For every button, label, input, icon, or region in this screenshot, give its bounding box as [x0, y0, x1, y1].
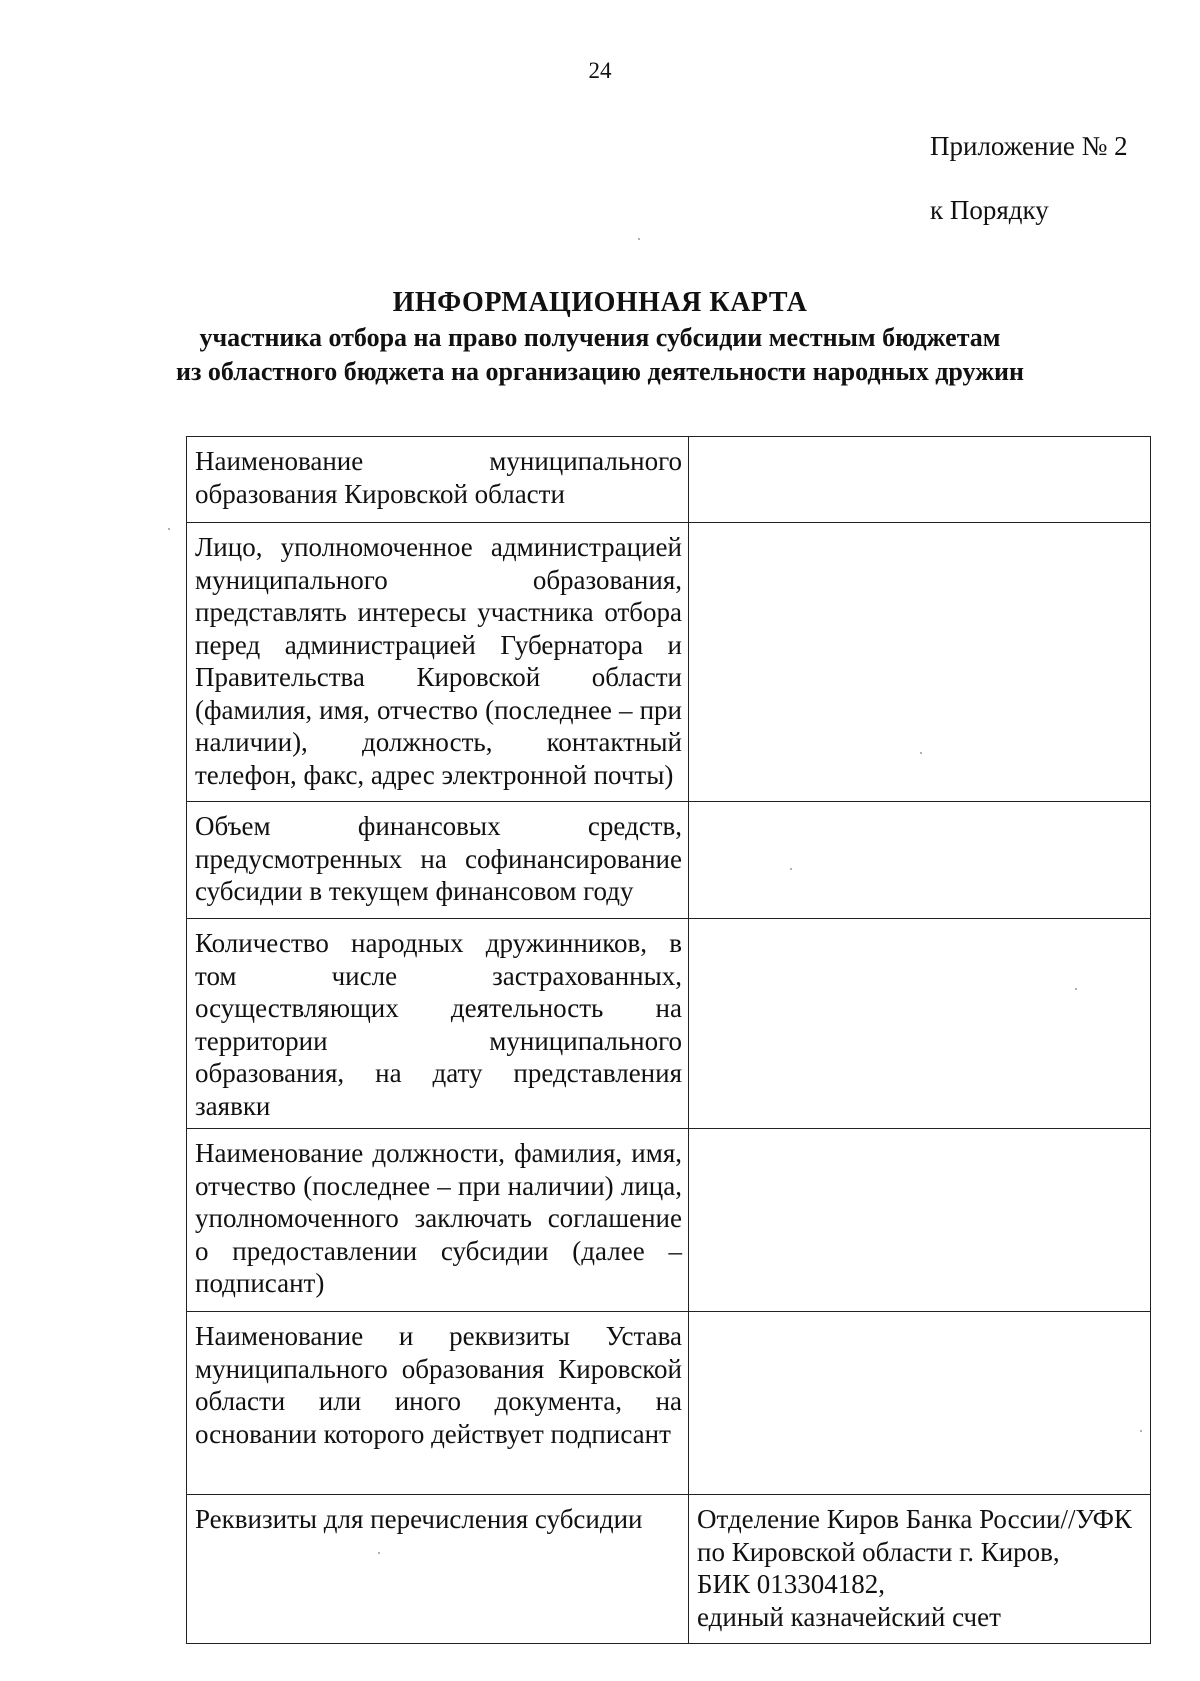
scan-speck — [1075, 988, 1077, 990]
row-value — [689, 919, 1151, 1129]
row-label: Количество народных дружинников, в том числе застрахованных, осуществляющих деятельность на территории муниципального образования, на дату представления заявки — [187, 919, 689, 1129]
bank-details-line: единый казначейский счет — [697, 1601, 1001, 1632]
information-card-table — [186, 436, 1151, 1644]
table-row — [187, 1312, 1151, 1495]
appendix-reference: к Порядку — [930, 195, 1049, 225]
scan-speck — [378, 1552, 380, 1554]
table-row — [187, 802, 1151, 919]
row-label: Наименование муниципального образования Кировской области — [187, 437, 689, 523]
document-subtitle-line-1: участника отбора на право получения субсидии местным бюджетам — [199, 323, 1001, 352]
bank-details-line: Отделение Киров Банка России//УФК — [697, 1504, 1132, 1534]
scan-speck — [638, 238, 640, 240]
page-number: 24 — [588, 58, 612, 83]
table-row — [187, 1129, 1151, 1312]
row-label: Наименование и реквизиты Устава муниципального образования Кировской области или иного документа, на основании которого действует подписант — [187, 1312, 689, 1495]
document-subtitle-line-2: из областного бюджета на организацию деятельности народных дружин — [175, 357, 1025, 386]
document-title: ИНФОРМАЦИОННАЯ КАРТА — [392, 287, 808, 318]
bank-details-line: БИК 013304182, — [697, 1569, 886, 1599]
scan-speck — [1140, 1430, 1142, 1432]
table-row — [187, 437, 1151, 523]
table-row — [187, 919, 1151, 1129]
row-value — [689, 1129, 1151, 1312]
bank-details-line: по Кировской области г. Киров, — [697, 1536, 1060, 1567]
row-label: Реквизиты для перечисления субсидии — [187, 1495, 689, 1644]
table-row — [187, 1495, 1151, 1644]
row-label: Объем финансовых средств, предусмотренных на софинансирование субсидии в текущем финансовом году — [187, 802, 689, 919]
scan-speck — [790, 868, 792, 870]
scan-speck — [920, 752, 922, 754]
row-value — [689, 1312, 1151, 1495]
row-value — [689, 1495, 1151, 1644]
scan-speck — [168, 528, 170, 530]
document-title-block — [0, 285, 1200, 389]
row-label: Наименование должности, фамилия, имя, отчество (последнее – при наличии) лица, уполномоченного заключать соглашение о предоставлении субсидии (далее – подписант) — [187, 1129, 689, 1312]
row-value — [689, 523, 1151, 802]
table-row — [187, 523, 1151, 802]
appendix-number: Приложение № 2 — [930, 131, 1128, 161]
row-label: Лицо, уполномоченное администрацией муниципального образования, представлять интересы участника отбора перед администрацией Губернатора и Правительства Кировской области (фамилия, имя, отчество (последнее – при наличии), должность, контактный телефон, факс, адрес электронной почты) — [187, 523, 689, 802]
row-value — [689, 802, 1151, 919]
appendix-note — [930, 130, 1128, 226]
row-value — [689, 437, 1151, 523]
